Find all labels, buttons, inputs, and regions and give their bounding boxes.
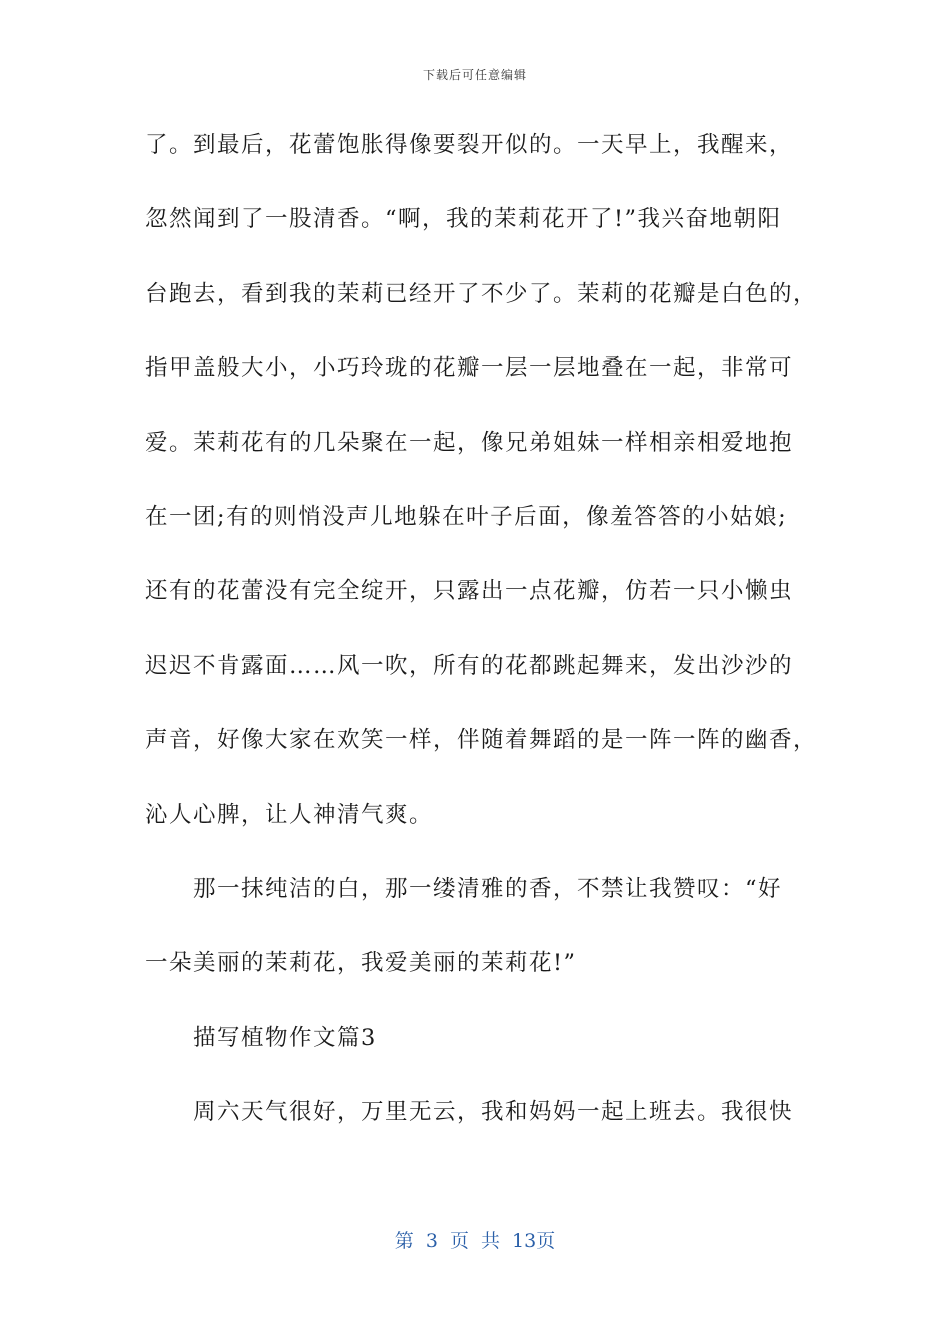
- paragraph-start-line: 那一抹纯洁的白，那一缕清雅的香，不禁让我赞叹：“好: [193, 875, 783, 902]
- text-line: 指甲盖般大小，小巧玲珑的花瓣一层一层地叠在一起，非常可: [145, 355, 794, 382]
- text-line: 了。到最后，花蕾饱胀得像要裂开似的。一天早上，我醒来，: [145, 132, 794, 158]
- text-line: 在一团;有的则悄没声儿地躲在叶子后面，像羞答答的小姑娘;: [145, 503, 788, 530]
- text-line: 迟迟不肯露面……风一吹，所有的花都跳起舞来，发出沙沙的: [145, 652, 794, 679]
- header-note: 下载后可任意编辑: [422, 68, 527, 82]
- text-line: 爱。茉莉花有的几朵聚在一起，像兄弟姐妹一样相亲相爱地抱: [145, 429, 794, 456]
- text-line: 一朵美丽的茉莉花，我爱美丽的茉莉花!”: [145, 950, 577, 977]
- paragraph-start-line: 周六天气很好，万里无云，我和妈妈一起上班去。我很快: [193, 1099, 794, 1126]
- text-line: 台跑去，看到我的茉莉已经开了不少了。茉莉的花瓣是白色的，: [145, 280, 818, 307]
- text-line: 忽然闻到了一股清香。“啊，我的茉莉花开了!”我兴奋地朝阳: [145, 206, 782, 233]
- text-line: 沁人心脾，让人神清气爽。: [145, 801, 434, 828]
- text-line: 还有的花蕾没有完全绽开，只露出一点花瓣，仿若一只小懒虫: [145, 578, 794, 605]
- page-number: 第 3 页 共 13页: [394, 1230, 556, 1252]
- text-line: 声音，好像大家在欢笑一样，伴随着舞蹈的是一阵一阵的幽香，: [145, 727, 818, 754]
- section-heading: 描写植物作文篇3: [193, 1024, 377, 1051]
- document-body: [145, 127, 818, 1168]
